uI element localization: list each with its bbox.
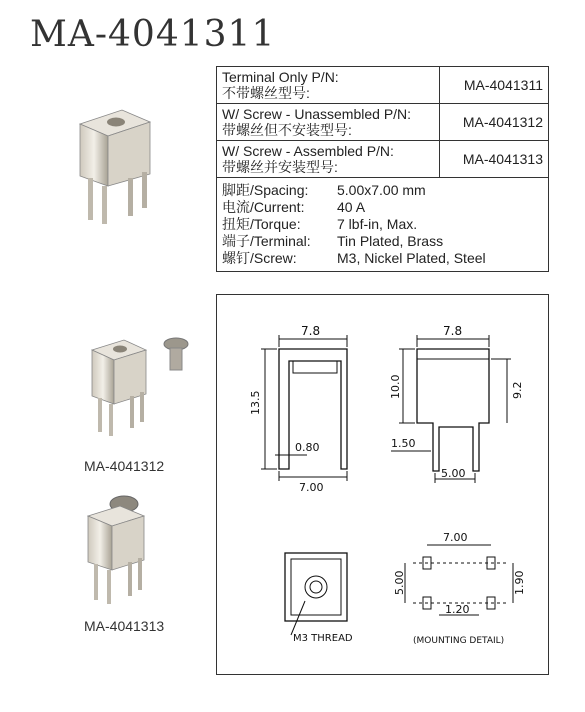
terminal-photo: [66, 100, 162, 230]
dim-pin-span: 7.00: [299, 481, 324, 494]
spec-table: [216, 66, 549, 272]
spec-label: 端子/Terminal:: [222, 233, 311, 249]
spec-line: [222, 199, 543, 216]
pn-value: MA-4041313: [440, 141, 549, 178]
dim-front-width: 7.8: [301, 324, 321, 338]
spec-label: 电流/Current:: [222, 199, 305, 215]
mounting-detail: [393, 531, 526, 646]
spec-line: [222, 250, 543, 267]
spec-line: [222, 233, 543, 250]
pn-label-en: Terminal Only P/N:: [222, 69, 339, 85]
spec-label: 扭矩/Torque:: [222, 216, 301, 232]
caption-ma-4041313: MA-4041313: [84, 618, 165, 634]
technical-drawing: [216, 294, 549, 675]
spec-value: 5.00x7.00 mm: [337, 182, 426, 198]
drawing-canvas: [217, 295, 550, 676]
dim-pin-width: 0.80: [295, 441, 320, 454]
spec-value: Tin Plated, Brass: [337, 233, 444, 249]
spec-label: 螺钉/Screw:: [222, 250, 297, 266]
specs-row: [217, 178, 549, 272]
caption-ma-4041312: MA-4041312: [84, 458, 165, 474]
terminal-screw-photo: [84, 332, 204, 442]
dim-mount-height: 5.00: [393, 570, 406, 595]
dim-side-height2: 9.2: [511, 381, 524, 399]
pn-value: MA-4041312: [440, 104, 549, 141]
front-view: [249, 324, 347, 494]
top-view: [285, 553, 353, 644]
spec-line: [222, 182, 543, 199]
side-view: [389, 324, 524, 483]
pn-label-cn: 带螺丝并安装型号:: [222, 159, 338, 175]
spec-line: [222, 216, 543, 233]
dim-pin-length: 1.50: [391, 437, 416, 450]
pn-row: [217, 141, 549, 178]
page-title: MA-4041311: [30, 14, 276, 55]
thread-note: M3 THREAD: [293, 633, 353, 644]
dim-pad-height: 1.90: [513, 570, 526, 595]
pn-label-en: W/ Screw - Assembled P/N:: [222, 143, 394, 159]
dim-side-span: 5.00: [441, 467, 466, 480]
pn-label-cn: 带螺丝但不安装型号:: [222, 122, 352, 138]
pn-row: [217, 67, 549, 104]
dim-mount-width: 7.00: [443, 531, 468, 544]
pn-value: MA-4041311: [440, 67, 549, 104]
spec-value: 40 A: [337, 199, 366, 215]
spec-value: 7 lbf-in, Max.: [337, 216, 418, 232]
pn-label-cn: 不带螺丝型号:: [222, 85, 310, 101]
dim-side-height: 10.0: [389, 374, 402, 399]
pn-row: [217, 104, 549, 141]
spec-value: M3, Nickel Plated, Steel: [337, 250, 486, 266]
dim-front-height: 13.5: [249, 390, 262, 415]
pn-label-en: W/ Screw - Unassembled P/N:: [222, 106, 412, 122]
mounting-note: (MOUNTING DETAIL): [413, 636, 505, 646]
spec-label: 脚距/Spacing:: [222, 182, 309, 198]
dim-pad-width: 1.20: [445, 603, 470, 616]
dim-side-width: 7.8: [443, 324, 463, 338]
terminal-assembled-photo: [80, 486, 170, 610]
